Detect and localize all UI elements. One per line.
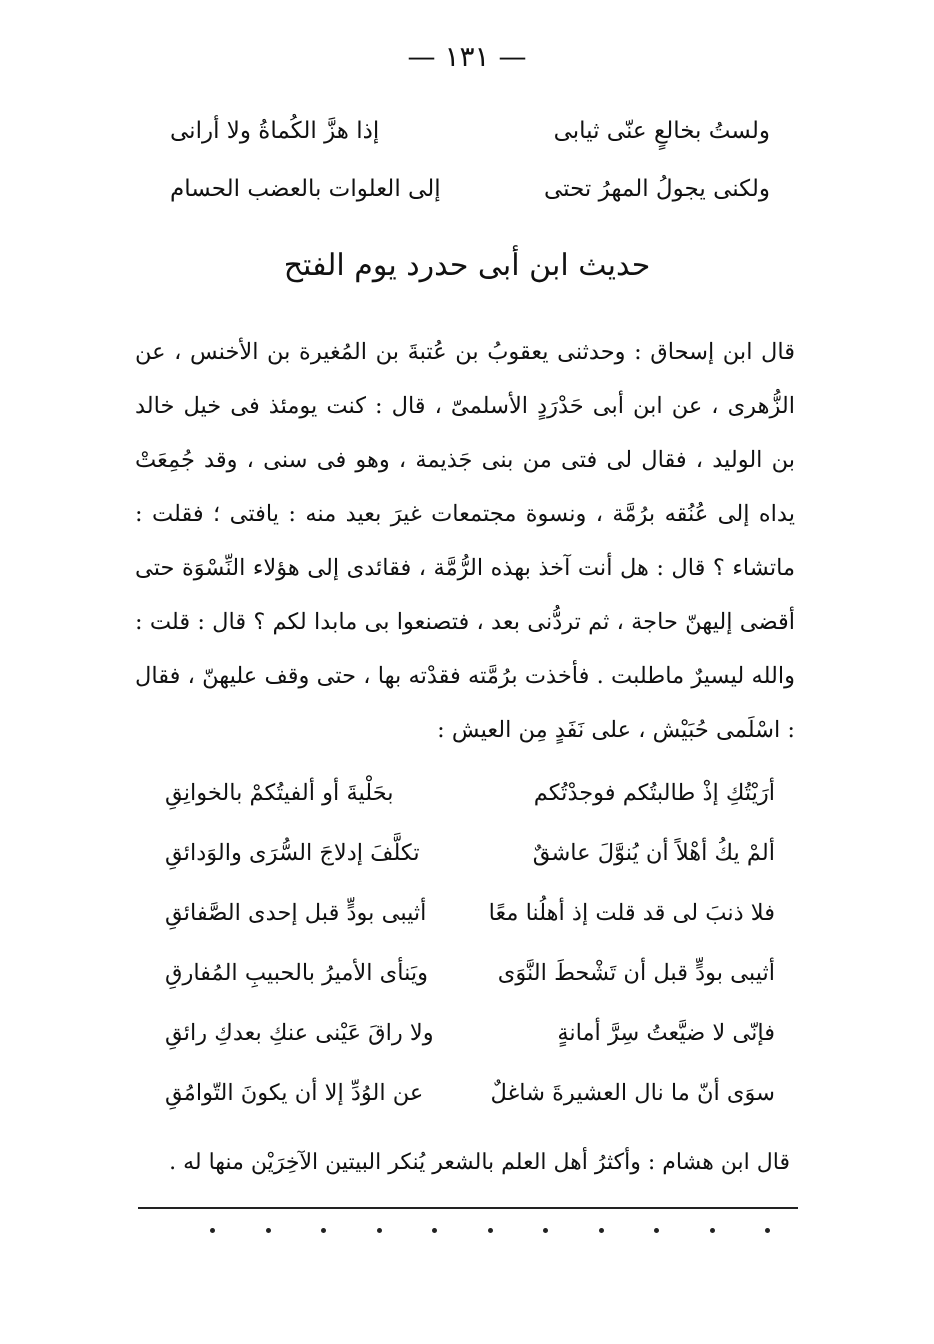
hemistich-left: بحَلْيةَ أو ألفيتُكمْ بالخوانِقِ bbox=[165, 780, 394, 806]
hemistich-left: إذا هزَّ الكُماةُ ولا أرانى bbox=[170, 118, 380, 144]
hemistich-right: أرَيْتُكِ إذْ طالبتُكم فوجدْتُكم bbox=[533, 780, 775, 806]
page-number: — ١٣١ — bbox=[407, 40, 527, 73]
dot bbox=[654, 1228, 659, 1233]
dot bbox=[543, 1228, 548, 1233]
footer-rule bbox=[138, 1207, 798, 1209]
hemistich-left: ويَنأى الأميرُ بالحبيبِ المُفارقِ bbox=[165, 960, 429, 986]
hemistich-left: ولا راقَ عَيْنى عنكِ بعدكِ رائقِ bbox=[165, 1020, 434, 1046]
dot bbox=[321, 1228, 326, 1233]
hemistich-right: فلا ذنبَ لى قد قلت إذ أهلُنا معًا bbox=[488, 900, 775, 926]
dot bbox=[765, 1228, 770, 1233]
prose-paragraph: قال ابن إسحاق : وحدثنى يعقوبُ بن عُتبةَ بن المُغيرة بن الأخنس ، عن الزُّهرى ، عن ابن أبى حَدْرَدٍ الأسلمىّ ، قال : كنت يومئذ فى خيل خالد بن الوليد ، فقال لى فتى من بنى جَذيمة ، وهو فى سنى ، وقد جُمِعَتْ يداه إلى عُنُقه برُمَّة ، ونسوة مجتمعات غيرَ بعيد منه : يافتى ؛ فقلت : ماتشاء ؟ قال : هل أنت آخذ بهذه الرُّمَّة ، فقائدى إلى هؤلاء النِّسْوَة حتى أقضى إليهنّ حاجة ، ثم تردُّنى بعد ، فتصنعوا بى مابدا لكم ؟ قال : قلت : والله ليسيرٌ ماطلبت . فأخذت برُمَّته فقدْته بها ، حتى وقف عليهنّ ، فقال : اسْلَمى حُبَيْش ، على نَفَدٍ مِن العيش : bbox=[135, 339, 795, 743]
hemistich-right: ألمْ يكُ أهْلاً أن يُنوَّلَ عاشقٌ bbox=[532, 840, 775, 866]
hemistich-right: ولكنى يجولُ المهرُ تحتى bbox=[543, 176, 770, 202]
dot bbox=[599, 1228, 604, 1233]
footer-dots bbox=[210, 1228, 770, 1233]
dot bbox=[210, 1228, 215, 1233]
dot bbox=[432, 1228, 437, 1233]
hemistich-right: ولستُ بخالعٍ عنّى ثيابى bbox=[553, 118, 770, 144]
hemistich-left: إلى العلوات بالعضب الحسام bbox=[170, 176, 441, 202]
dot bbox=[266, 1228, 271, 1233]
hemistich-right: فإنّى لا ضيَّعتُ سِرَّ أمانةٍ bbox=[557, 1020, 775, 1046]
hemistich-right: أثيبى بودٍّ قبل أن تَشْحطَ النَّوَى bbox=[497, 960, 775, 986]
footnote: قال ابن هشام : وأكثرُ أهل العلم بالشعر يُنكر البيتين الآخِرَيْن منها له . bbox=[169, 1150, 790, 1175]
dot bbox=[710, 1228, 715, 1233]
hemistich-left: تكلَّفَ إدلاجَ السُّرَى والوَدائقِ bbox=[165, 840, 420, 866]
dot bbox=[488, 1228, 493, 1233]
hemistich-left: أثيبى بودٍّ قبل إحدى الصَّفائقِ bbox=[165, 900, 427, 926]
hemistich-right: سوَى أنّ ما نال العشيرةَ شاغلٌ bbox=[490, 1080, 775, 1106]
dot bbox=[377, 1228, 382, 1233]
hemistich-left: عن الوُدِّ إلا أن يكونَ التّوامُقِ bbox=[165, 1080, 424, 1106]
section-heading: حديث ابن أبى حدرد يوم الفتح bbox=[283, 248, 651, 283]
